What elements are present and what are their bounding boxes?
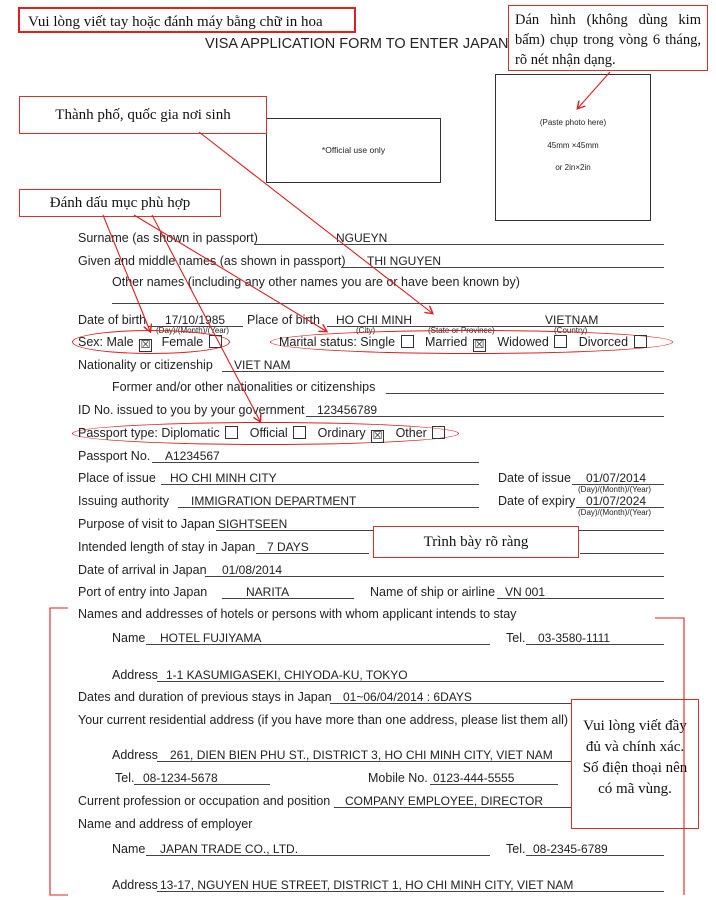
dob-label: Date of birth bbox=[78, 313, 147, 327]
sex-row bbox=[78, 335, 224, 352]
date-of-expiry-label: Date of expiry bbox=[498, 494, 576, 508]
passport-diplomatic-label: Diplomatic bbox=[161, 426, 220, 440]
given-names-label: Given and middle names (as shown in passport) bbox=[78, 254, 346, 268]
sex-female-label: Female bbox=[161, 335, 204, 349]
nationality-label: Nationality or citizenship bbox=[78, 358, 213, 372]
dob-format: (Day)/(Month)/(Year) bbox=[156, 326, 230, 335]
sex-female-checkbox[interactable] bbox=[209, 335, 222, 348]
marital-divorced-checkbox[interactable] bbox=[634, 335, 647, 348]
sex-male-checkbox[interactable]: ☒ bbox=[140, 339, 151, 351]
hotels-label: Names and addresses of hotels or persons with whom applicant intends to stay bbox=[78, 607, 517, 621]
profession-label: Current profession or occupation and position bbox=[78, 794, 331, 808]
id-no-value[interactable]: 123456789 bbox=[317, 403, 378, 417]
surname-value[interactable]: NGUEYN bbox=[336, 231, 388, 245]
birthplace-note-text: Thành phố, quốc gia nơi sinh bbox=[55, 107, 231, 123]
marital-row bbox=[279, 335, 649, 352]
marital-widowed-label: Widowed bbox=[497, 335, 549, 349]
purpose-value[interactable]: SIGHTSEEN bbox=[218, 517, 288, 531]
birthplace-note bbox=[19, 96, 267, 134]
official-use-box bbox=[266, 118, 441, 183]
issuing-authority-label: Issuing authority bbox=[78, 494, 170, 508]
passport-no-label: Passport No. bbox=[78, 449, 151, 463]
ship-airline-label: Name of ship or airline bbox=[370, 585, 496, 599]
hotel-name-label: Name bbox=[112, 631, 146, 645]
marital-label: Marital status: bbox=[279, 335, 357, 349]
passport-type-label: Passport type: bbox=[78, 426, 158, 440]
marital-single-checkbox[interactable] bbox=[401, 335, 414, 348]
passport-no-value[interactable]: A1234567 bbox=[165, 449, 220, 463]
pob-city[interactable]: HO CHI MINH bbox=[336, 313, 412, 327]
surname-label: Surname (as shown in passport) bbox=[78, 231, 258, 245]
residential-address-label: Address bbox=[112, 748, 158, 762]
purpose-label: Purpose of visit to Japan bbox=[78, 517, 215, 531]
ship-airline-value[interactable]: VN 001 bbox=[505, 585, 546, 599]
photo-box[interactable] bbox=[495, 74, 651, 221]
passport-diplomatic-checkbox[interactable] bbox=[225, 426, 238, 439]
marital-widowed-checkbox[interactable] bbox=[554, 335, 567, 348]
hotel-address-value[interactable]: 1-1 KASUMIGASEKI, CHIYODA-KU, TOKYO bbox=[166, 668, 408, 682]
passport-other-label: Other bbox=[395, 426, 427, 440]
employer-address-label: Address bbox=[112, 878, 158, 892]
date-of-issue-format: (Day)/(Month)/(Year) bbox=[578, 485, 652, 494]
employer-name-label: Name bbox=[112, 842, 146, 856]
residential-address-value[interactable]: 261, DIEN BIEN PHU ST., DISTRICT 3, HO CHI MINH CITY, VIET NAM bbox=[170, 748, 553, 762]
passport-other-checkbox[interactable] bbox=[432, 426, 445, 439]
sex-label: Sex: bbox=[78, 335, 104, 349]
issuing-authority-value[interactable]: IMMIGRATION DEPARTMENT bbox=[191, 494, 357, 508]
date-of-issue-value[interactable]: 01/07/2014 bbox=[586, 471, 647, 485]
employer-label: Name and address of employer bbox=[78, 817, 253, 831]
pob-country-sub: (Country) bbox=[554, 326, 588, 335]
pob-state-sub: (State or Province) bbox=[428, 326, 495, 335]
print-note bbox=[18, 7, 356, 33]
marital-divorced-label: Divorced bbox=[578, 335, 629, 349]
port-of-entry-label: Port of entry into Japan bbox=[78, 585, 208, 599]
marital-married-label: Married bbox=[425, 335, 468, 349]
place-of-issue-label: Place of issue bbox=[78, 471, 156, 485]
former-nationality-label: Former and/or other nationalities or citizenships bbox=[112, 380, 376, 394]
passport-official-label: Official bbox=[249, 426, 288, 440]
bracket-left bbox=[50, 608, 68, 895]
date-of-expiry-value[interactable]: 01/07/2024 bbox=[586, 494, 647, 508]
passport-ordinary-label: Ordinary bbox=[317, 426, 366, 440]
check-note bbox=[19, 189, 221, 217]
marital-married-checkbox[interactable]: ☒ bbox=[474, 339, 485, 351]
previous-stays-label: Dates and duration of previous stays in Japan bbox=[78, 690, 332, 704]
employer-tel-value[interactable]: 08-2345-6789 bbox=[533, 842, 608, 856]
dob-value[interactable]: 17/10/1985 bbox=[165, 313, 226, 327]
check-note-text: Đánh dấu mục phù hợp bbox=[49, 195, 191, 211]
profession-value[interactable]: COMPANY EMPLOYEE, DIRECTOR bbox=[345, 794, 544, 808]
date-of-arrival-value[interactable]: 01/08/2014 bbox=[222, 563, 283, 577]
hotel-address-label: Address bbox=[112, 668, 158, 682]
print-note-text: Vui lòng viết tay hoặc đánh máy bằng chữ in hoa bbox=[28, 14, 323, 30]
length-of-stay-label: Intended length of stay in Japan bbox=[78, 540, 256, 554]
other-names-label: Other names (including any other names you are or have been known by) bbox=[112, 275, 520, 289]
photo-note-text: Dán hình (không dùng kim bấm) chụp trong vòng 6 tháng, rõ nét nhận dạng. bbox=[515, 12, 701, 68]
hotel-tel-value[interactable]: 03-3580-1111 bbox=[538, 631, 611, 645]
residential-tel-label: Tel. bbox=[115, 771, 135, 785]
date-of-issue-label: Date of issue bbox=[498, 471, 571, 485]
passport-type-row bbox=[78, 426, 447, 443]
photo-instruction-1: (Paste photo here) bbox=[539, 118, 607, 127]
place-of-issue-value[interactable]: HO CHI MINH CITY bbox=[170, 471, 277, 485]
residential-tel-value[interactable]: 08-1234-5678 bbox=[143, 771, 218, 785]
residential-mobile-label: Mobile No. bbox=[368, 771, 428, 785]
accurate-note bbox=[571, 699, 699, 829]
pob-label: Place of birth bbox=[247, 313, 320, 327]
residential-label: Your current residential address (if you have more than one address, please list them all) bbox=[78, 713, 569, 727]
clear-note bbox=[373, 526, 579, 558]
photo-note bbox=[508, 5, 708, 71]
employer-name-value[interactable]: JAPAN TRADE CO., LTD. bbox=[160, 842, 299, 856]
hotel-tel-label: Tel. bbox=[506, 631, 526, 645]
pob-city-sub: (City) bbox=[356, 326, 376, 335]
clear-note-text: Trình bày rõ ràng bbox=[423, 534, 529, 550]
marital-single-label: Single bbox=[360, 335, 396, 349]
port-of-entry-value[interactable]: NARITA bbox=[246, 585, 290, 599]
given-names-value[interactable]: THI NGUYEN bbox=[367, 254, 442, 268]
nationality-value[interactable]: VIET NAM bbox=[234, 358, 291, 372]
date-of-expiry-format: (Day)/(Month)/(Year) bbox=[578, 508, 652, 517]
sex-male-label: Male bbox=[106, 335, 134, 349]
pob-country[interactable]: VIETNAM bbox=[545, 313, 599, 327]
id-no-label: ID No. issued to you by your government bbox=[78, 403, 305, 417]
form-title: VISA APPLICATION FORM TO ENTER JAPAN bbox=[205, 36, 509, 52]
employer-address-value[interactable]: 13-17, NGUYEN HUE STREET, DISTRICT 1, HO CHI MINH CITY, VIET NAM bbox=[160, 878, 574, 892]
passport-ordinary-checkbox[interactable]: ☒ bbox=[372, 430, 383, 442]
employer-tel-label: Tel. bbox=[506, 842, 526, 856]
hotel-name-value[interactable]: HOTEL FUJIYAMA bbox=[160, 631, 262, 645]
length-of-stay-value[interactable]: 7 DAYS bbox=[267, 540, 309, 554]
passport-official-checkbox[interactable] bbox=[293, 426, 306, 439]
photo-instruction-3: or 2in×2in bbox=[555, 163, 591, 172]
residential-mobile-value[interactable]: 0123-444-5555 bbox=[433, 771, 515, 785]
previous-stays-value[interactable]: 01~06/04/2014 : 6DAYS bbox=[343, 690, 472, 704]
accurate-note-text: Vui lòng viết đầy đủ và chính xác. Số điện thoại nên có mã vùng. bbox=[582, 718, 688, 797]
date-of-arrival-label: Date of arrival in Japan bbox=[78, 563, 207, 577]
photo-instruction-2: 45mm ×45mm bbox=[547, 141, 599, 150]
official-use-label: *Official use only bbox=[321, 145, 386, 155]
